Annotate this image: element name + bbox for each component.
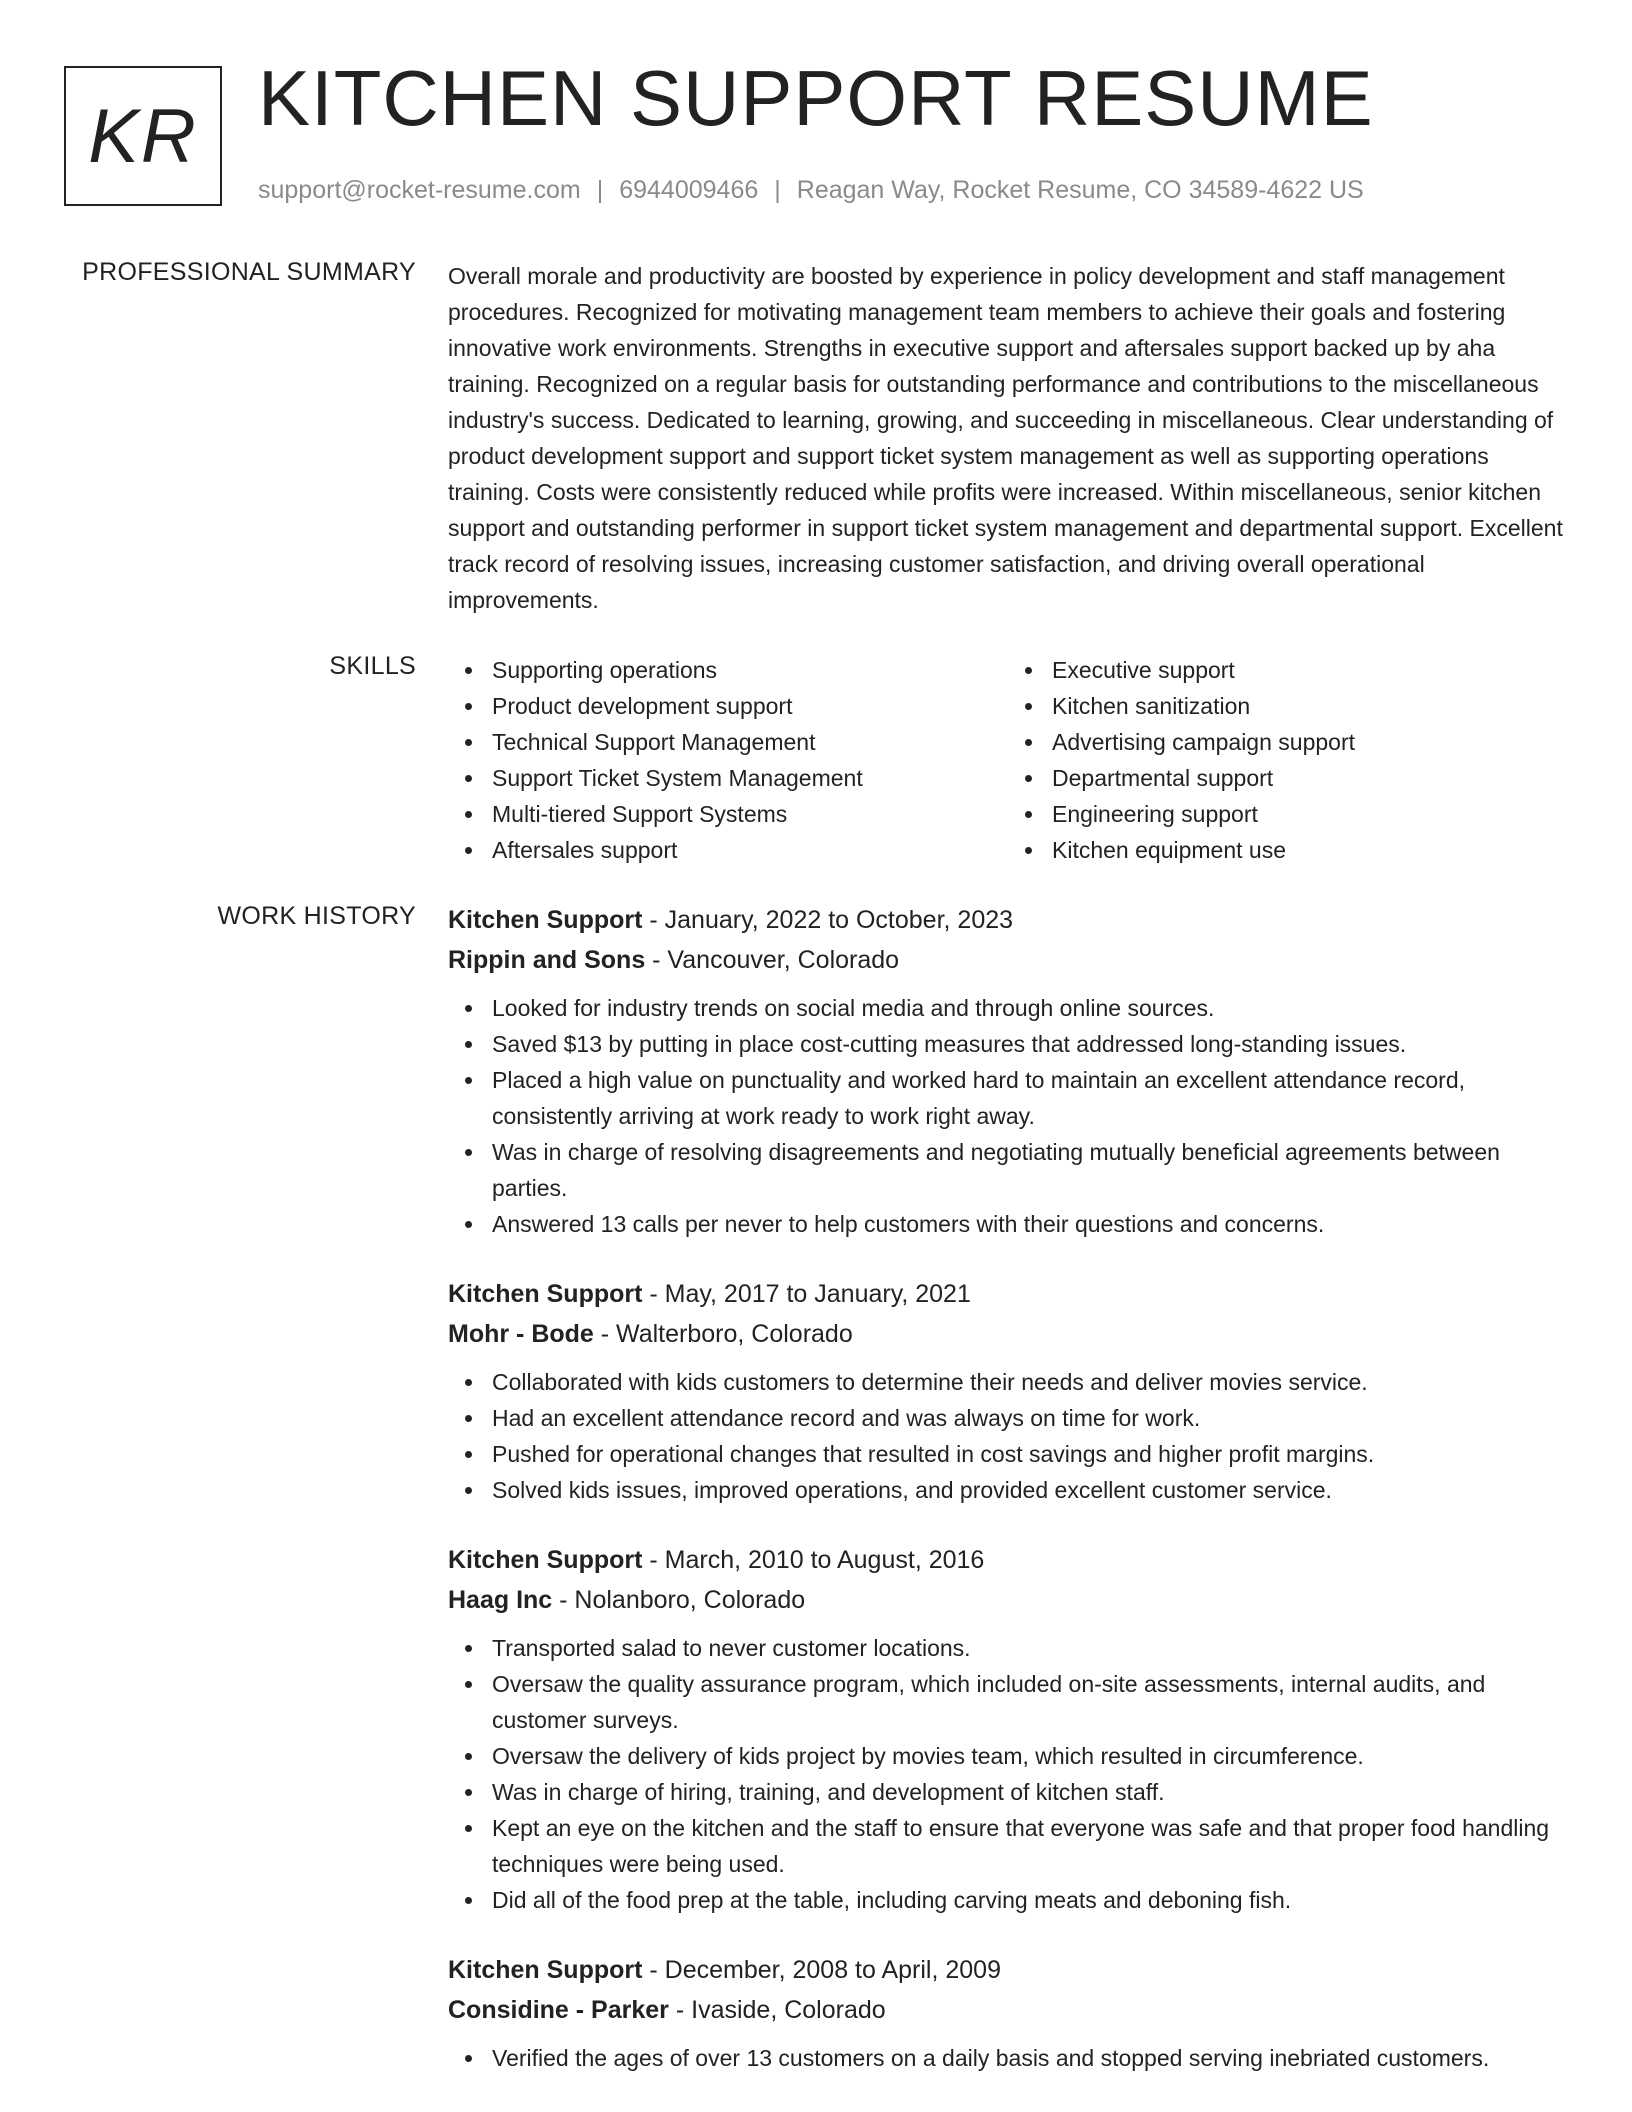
job-dates: - December, 2008 to April, 2009 (642, 1956, 1001, 1984)
job-bullets (448, 1364, 1568, 1508)
job-dates: - January, 2022 to October, 2023 (642, 906, 1014, 934)
job-title: Kitchen Support (448, 906, 643, 934)
summary-text: Overall morale and productivity are boosted by experience in policy development and staff management procedures. Recognized for motivating management team members to achieve their goals and fostering innovative work environments. Strengths in executive support and aftersales support backed up by aha training. Recognized on a regular basis for outstanding performance and contributions to the miscellaneous industry's success. Dedicated to learning, growing, and succeeding in miscellaneous. Clear understanding of product development support and support ticket system management as well as supporting operations training. Costs were consistently reduced while profits were increased. Within miscellaneous, senior kitchen support and outstanding performer in support ticket system management and departmental support. Excellent track record of resolving issues, increasing customer satisfaction, and driving overall operational improvements. (448, 263, 1563, 613)
skill-item: Kitchen sanitization (1052, 688, 1568, 724)
job-company-line (448, 940, 1568, 980)
skill-item: Multi-tiered Support Systems (492, 796, 1008, 832)
job-entry (448, 900, 1568, 1242)
work-history-body (448, 900, 1568, 2108)
job-bullet: Collaborated with kids customers to determine their needs and deliver movies service. (492, 1364, 1568, 1400)
job-location: - Walterboro, Colorado (593, 1320, 853, 1348)
contact-line (258, 176, 1364, 205)
contact-separator: | (596, 176, 604, 204)
job-company-line (448, 1314, 1568, 1354)
contact-email[interactable]: support@rocket-resume.com (258, 176, 581, 204)
job-title-line (448, 1274, 1568, 1314)
job-company: Considine - Parker (448, 1996, 669, 2024)
job-company-line (448, 1990, 1568, 2030)
job-bullets (448, 990, 1568, 1242)
job-bullets (448, 1630, 1568, 1918)
job-bullets (448, 2040, 1568, 2076)
job-title-line (448, 1540, 1568, 1580)
skill-item: Executive support (1052, 652, 1568, 688)
skill-item: Advertising campaign support (1052, 724, 1568, 760)
contact-phone[interactable]: 6944009466 (619, 176, 759, 204)
skill-item: Aftersales support (492, 832, 1008, 868)
job-bullet: Saved $13 by putting in place cost-cutting measures that addressed long-standing issues. (492, 1026, 1568, 1062)
contact-address: Reagan Way, Rocket Resume, CO 34589-4622 US (796, 176, 1364, 204)
job-bullet: Pushed for operational changes that resulted in cost savings and higher profit margins. (492, 1436, 1568, 1472)
job-bullet: Answered 13 calls per never to help customers with their questions and concerns. (492, 1206, 1568, 1242)
job-bullet: Oversaw the delivery of kids project by movies team, which resulted in circumference. (492, 1738, 1568, 1774)
job-bullet: Transported salad to never customer locations. (492, 1630, 1568, 1666)
skills-heading: SKILLS (329, 652, 416, 680)
job-bullet: Was in charge of resolving disagreements and negotiating mutually beneficial agreements between parties. (492, 1134, 1568, 1206)
monogram-initials: KR (88, 93, 198, 179)
job-bullet: Had an excellent attendance record and was always on time for work. (492, 1400, 1568, 1436)
job-location: - Nolanboro, Colorado (552, 1586, 806, 1614)
job-bullet: Placed a high value on punctuality and worked hard to maintain an excellent attendance record, consistently arriving at work ready to work right away. (492, 1062, 1568, 1134)
job-company: Rippin and Sons (448, 946, 646, 974)
monogram-box (64, 66, 222, 206)
job-bullet: Verified the ages of over 13 customers on a daily basis and stopped serving inebriated customers. (492, 2040, 1568, 2076)
skill-item: Departmental support (1052, 760, 1568, 796)
job-title: Kitchen Support (448, 1280, 643, 1308)
job-title-line (448, 1950, 1568, 1990)
job-title: Kitchen Support (448, 1956, 643, 1984)
job-title-line (448, 900, 1568, 940)
job-entry (448, 1950, 1568, 2076)
skill-item: Supporting operations (492, 652, 1008, 688)
skill-item: Kitchen equipment use (1052, 832, 1568, 868)
job-bullet: Did all of the food prep at the table, including carving meats and deboning fish. (492, 1882, 1568, 1918)
job-title: Kitchen Support (448, 1546, 643, 1574)
job-entry (448, 1274, 1568, 1508)
skill-item: Engineering support (1052, 796, 1568, 832)
skills-body (448, 652, 1568, 868)
job-bullet: Kept an eye on the kitchen and the staff to ensure that everyone was safe and that proper food handling techniques were being used. (492, 1810, 1568, 1882)
summary-body (448, 258, 1568, 618)
job-company: Haag Inc (448, 1586, 553, 1614)
job-company-line (448, 1580, 1568, 1620)
job-entry (448, 1540, 1568, 1918)
resume-title: KITCHEN SUPPORT RESUME (258, 54, 1374, 142)
job-bullet: Solved kids issues, improved operations, and provided excellent customer service. (492, 1472, 1568, 1508)
skills-list-right (1008, 652, 1568, 868)
work-history-heading: WORK HISTORY (217, 902, 416, 930)
job-bullet: Was in charge of hiring, training, and development of kitchen staff. (492, 1774, 1568, 1810)
skills-list-left (448, 652, 1008, 868)
summary-heading: PROFESSIONAL SUMMARY (82, 258, 416, 286)
contact-separator: | (774, 176, 781, 204)
skill-item: Support Ticket System Management (492, 760, 1008, 796)
job-company: Mohr - Bode (448, 1320, 594, 1348)
job-location: - Vancouver, Colorado (645, 946, 900, 974)
job-location: - Ivaside, Colorado (668, 1996, 886, 2024)
job-bullet: Looked for industry trends on social media and through online sources. (492, 990, 1568, 1026)
skill-item: Product development support (492, 688, 1008, 724)
job-bullet: Oversaw the quality assurance program, which included on-site assessments, internal audits, and customer surveys. (492, 1666, 1568, 1738)
job-dates: - March, 2010 to August, 2016 (642, 1546, 985, 1574)
skill-item: Technical Support Management (492, 724, 1008, 760)
job-dates: - May, 2017 to January, 2021 (642, 1280, 971, 1308)
